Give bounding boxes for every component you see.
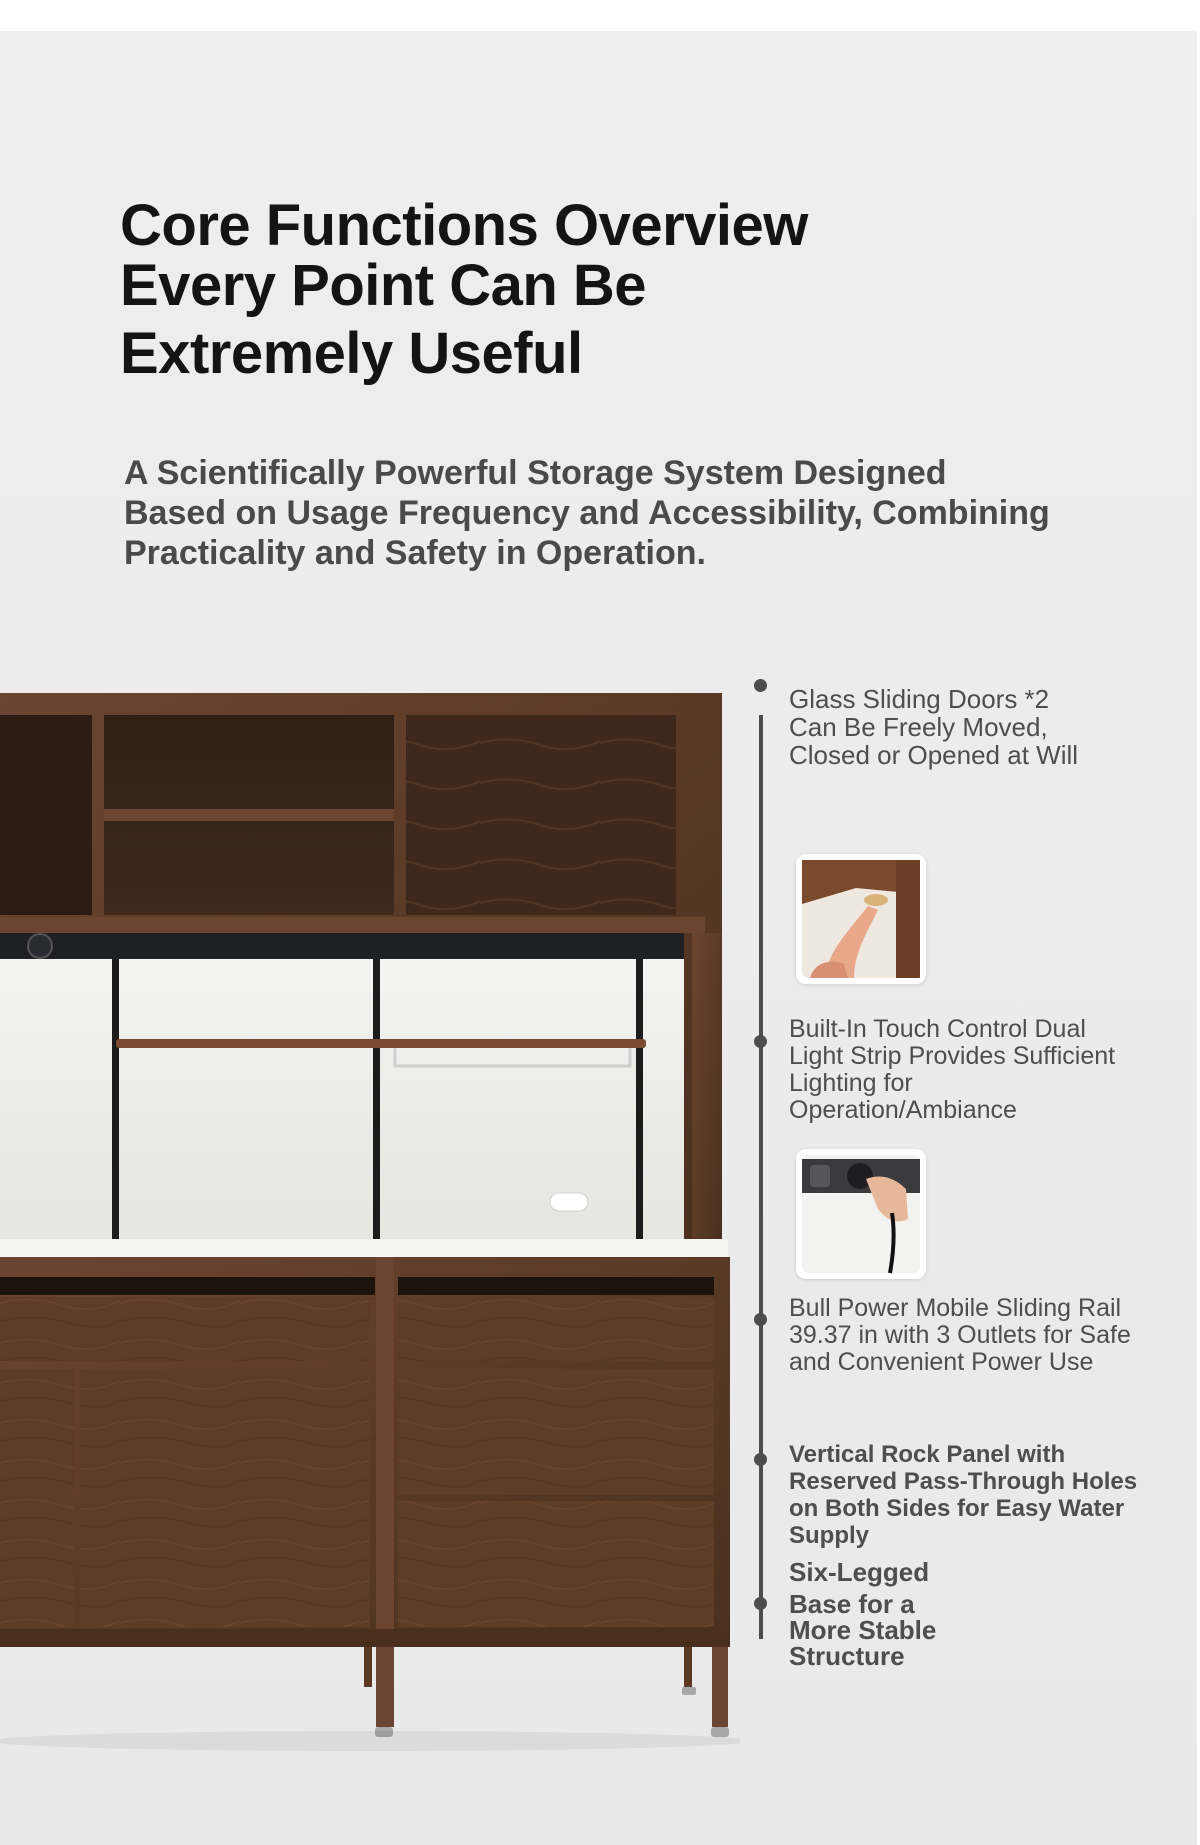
light-strip-photo [796,854,926,984]
timeline-dot [754,679,767,692]
page-title [120,193,808,386]
feature-line: Vertical Rock Panel with [789,1441,1066,1468]
intro-line-1: A Scientifically Powerful Storage System Designed [124,454,947,492]
timeline-dot [754,1597,767,1610]
title-line-3: Extremely Useful [120,321,583,386]
feature-line: Glass Sliding Doors *2 [789,684,1050,714]
feature-timeline [759,715,763,1639]
cabinet-illustration [0,693,740,1753]
feature-light-strip [789,1016,1115,1124]
cabinet-leg [376,1647,392,1727]
intro-line-2: Based on Usage Frequency and Accessibility, Combining [124,494,1050,532]
intro-line-3: Practicality and Safety in Operation. [124,534,706,572]
power-outlet-image [796,1149,926,1279]
hutch-base-rail [0,917,705,933]
feature-line: Reserved Pass-Through Holes [789,1468,1138,1495]
feature-line: Light Strip Provides Sufficient [789,1042,1116,1070]
feature-line: Closed or Opened at Will [789,740,1079,770]
content-panel [0,31,1197,1845]
timeline-dot [754,1313,767,1326]
power-outlet-photo [796,1149,926,1279]
cabinet-leg [684,1647,692,1687]
hutch-left-glass [0,715,92,915]
cabinet-leg [712,1647,728,1727]
feature-line: Built-In Touch Control Dual [789,1015,1086,1043]
feature-power-rail [789,1295,1131,1376]
feature-line: on Both Sides for Easy Water [789,1495,1125,1522]
feature-line: Operation/Ambiance [789,1096,1017,1124]
feature-glass-doors [789,685,1078,769]
timeline-dot [754,1035,767,1048]
intro-text [124,453,1104,573]
feature-line: Structure [789,1641,905,1671]
feature-line: Can Be Freely Moved, [789,712,1048,742]
feature-line: Supply [789,1522,870,1549]
cabinet-leg [364,1647,372,1687]
feature-line: Bull Power Mobile Sliding Rail [789,1294,1122,1322]
feature-line: 39.37 in with 3 Outlets for Safe [789,1321,1131,1349]
timeline-dot [754,1453,767,1466]
feature-line: Six-Legged [789,1557,930,1587]
feature-line: Lighting for [789,1069,913,1097]
feature-line: and Convenient Power Use [789,1348,1094,1376]
light-strip-bar [0,933,684,959]
title-line-2: Every Point Can Be [120,253,647,318]
rock-countertop [0,1239,728,1257]
feature-line: More Stable [789,1615,937,1645]
hutch-shelf [104,809,394,821]
feature-rock-panel [789,1441,1137,1549]
light-strip-image [796,854,926,984]
feature-six-legs [789,1559,936,1669]
feature-line: Base for a [789,1589,915,1619]
title-line-1: Core Functions Overview [120,193,808,258]
hanging-rail [116,1039,646,1048]
